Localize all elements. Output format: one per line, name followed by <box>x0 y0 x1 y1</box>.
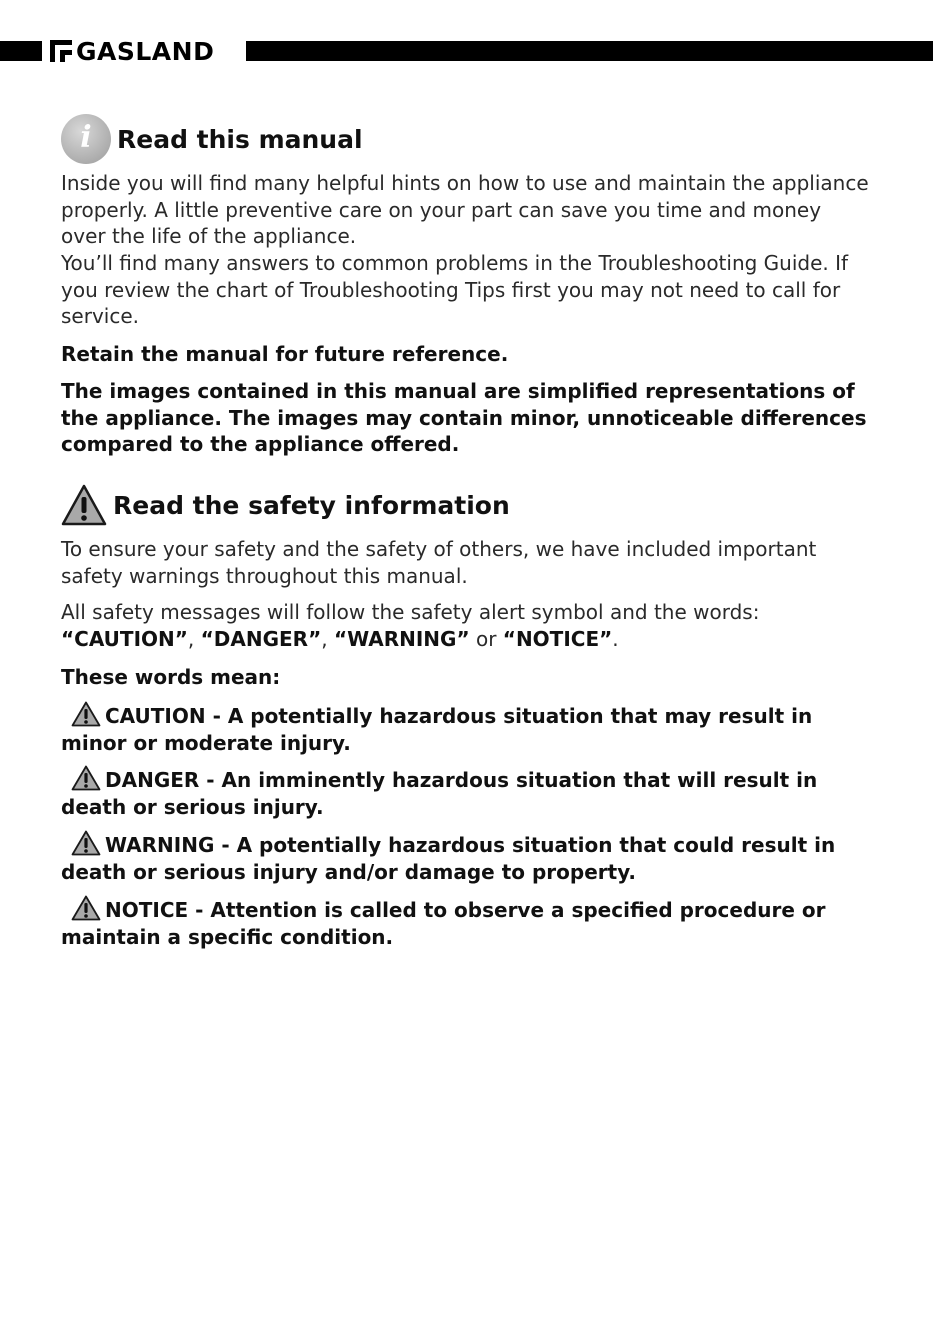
troubleshooting-text: You’ll find many answers to common problems in the Troubleshooting Guide. If you review the chart of Troubleshooting Tips first you may not need to call for service. <box>61 251 849 328</box>
header-bar-right <box>246 41 933 61</box>
header-bar-left <box>0 41 42 61</box>
alert-line-text: All safety messages will follow the safety alert symbol and the words: <box>61 600 760 624</box>
definition-notice: NOTICE - Attention is called to observe a specified procedure or maintain a specific condition. <box>61 895 871 950</box>
brand-logo-icon <box>50 40 72 62</box>
definition-caution: CAUTION - A potentially hazardous situation that may result in minor or moderate injury. <box>61 701 871 756</box>
words-mean-heading: These words mean: <box>61 665 281 689</box>
word-notice: “NOTICE” <box>502 626 613 651</box>
brand-logo <box>50 38 214 64</box>
word-caution: “CAUTION” <box>61 626 188 651</box>
images-note-text: The images contained in this manual are simplified representations of the appliance. The images may contain minor, unnoticeable differences compared to the appliance offered. <box>61 379 867 456</box>
warning-triangle-icon <box>71 830 101 856</box>
retain-manual-text: Retain the manual for future reference. <box>61 342 509 366</box>
safety-intro-text: To ensure your safety and the safety of others, we have included important safety warnings throughout this manual. <box>61 537 817 588</box>
section-read-manual <box>61 114 871 164</box>
warning-triangle-icon <box>61 484 107 526</box>
info-icon: i <box>61 114 111 164</box>
word-danger: “DANGER” <box>200 626 322 651</box>
section-safety-information <box>61 484 871 526</box>
word-warning: “WARNING” <box>333 626 470 651</box>
header-bar <box>0 38 933 64</box>
section-title-read-manual: i Read this manual <box>61 114 871 164</box>
warning-triangle-icon <box>71 701 101 727</box>
definition-danger: DANGER - An imminently hazardous situation that will result in death or serious injury. <box>61 765 871 820</box>
alert-words-line: “CAUTION”, “DANGER”, “WARNING” or “NOTICE”. <box>61 626 619 651</box>
brand-name: GASLAND <box>76 36 215 66</box>
warning-triangle-icon <box>71 895 101 921</box>
manual-intro-text: Inside you will find many helpful hints on how to use and maintain the appliance properly. A little preventive care on your part can save you time and money over the life of the appliance. <box>61 171 869 248</box>
warning-triangle-icon <box>71 765 101 791</box>
section-title-safety: Read the safety information <box>61 484 871 526</box>
definition-warning: WARNING - A potentially hazardous situation that could result in death or serious injury and/or damage to property. <box>61 830 871 885</box>
safety-alert-words <box>61 599 871 652</box>
